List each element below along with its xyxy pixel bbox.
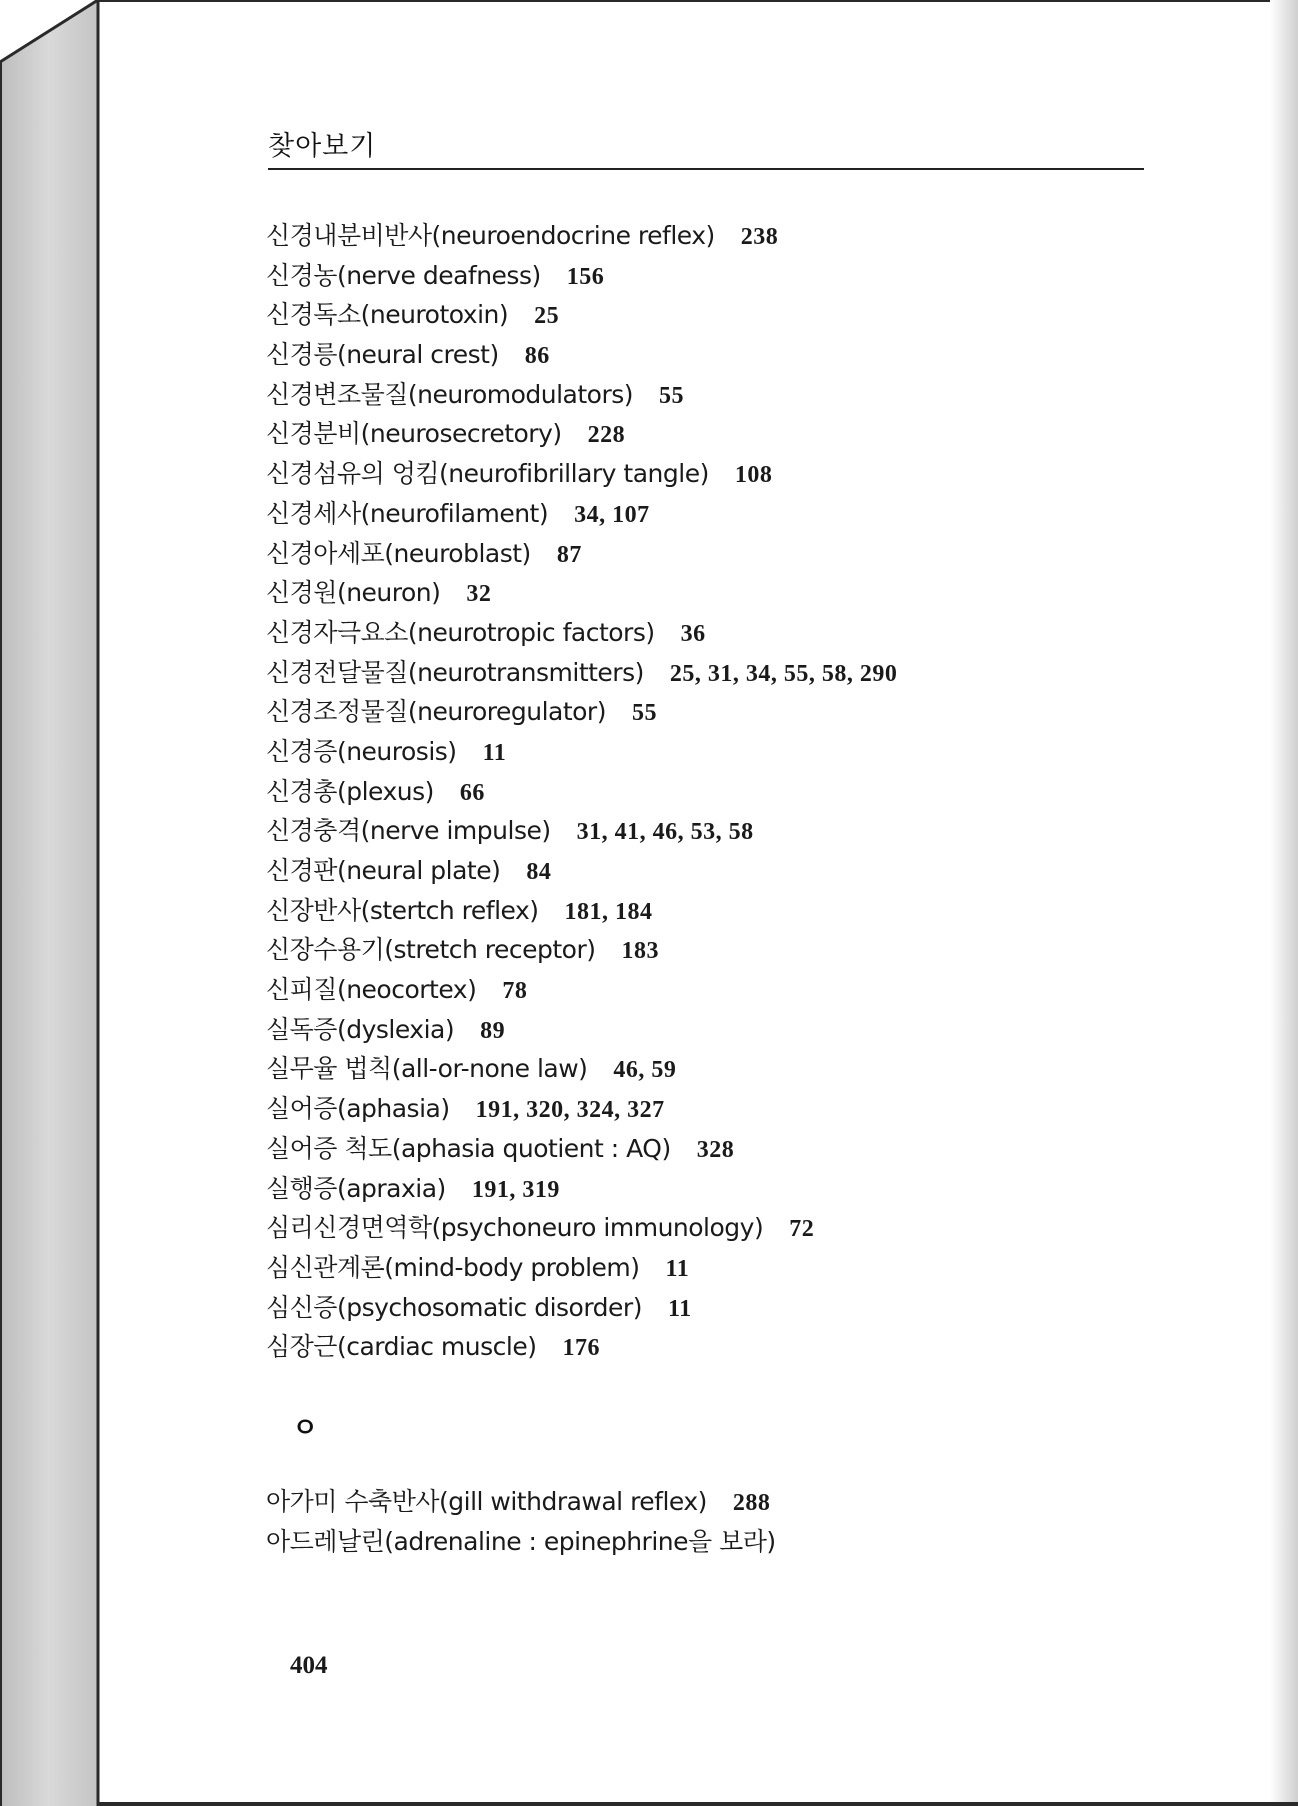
index-entry [266,295,897,335]
page-right-edge-shadow [1270,0,1298,1806]
index-page-refs: 228 [587,422,626,449]
index-page-refs: 176 [562,1335,600,1362]
index-entry [266,811,897,851]
index-entry [266,692,897,732]
index-term: 실행증(apraxia) [266,1173,446,1203]
index-entry [266,573,897,613]
index-entry [266,494,897,534]
index-term: 신장반사(stertch reflex) [266,895,539,925]
index-term: 신피질(neocortex) [266,975,477,1005]
page-number: 404 [290,1652,328,1679]
index-entry [266,732,897,772]
index-term: 신경자극요소(neurotropic factors) [266,617,655,647]
page-bottom-edge [98,1802,1298,1806]
index-entry [266,1049,897,1089]
index-term: 신경아세포(neuroblast) [266,538,531,568]
index-page-refs: 78 [502,978,528,1005]
index-page-refs: 86 [524,343,550,370]
index-term: 신경원(neuron) [266,578,441,608]
index-term: 실무율 법칙(all-or-none law) [266,1054,588,1084]
index-entry [266,1010,897,1050]
index-page-refs: 34, 107 [574,501,650,528]
index-entry [266,256,897,296]
index-page-refs: 11 [667,1295,692,1322]
index-page-refs: 156 [566,263,605,290]
index-entry [266,851,897,891]
index-page-refs: 11 [665,1255,690,1282]
index-term: 아가미 수축반사(gill withdrawal reflex) [266,1487,707,1516]
book-spine-graphic [0,0,100,1806]
index-term: 신경판(neural plate) [266,856,501,885]
index-entry [266,454,897,494]
index-term: 신경독소(neurotoxin) [266,300,509,330]
index-page-refs: 36 [680,620,706,647]
index-entry [266,1248,897,1288]
index-entry [266,1129,897,1169]
index-page-refs: 55 [659,382,685,409]
index-page-refs: 328 [696,1136,735,1163]
index-term: 신경증(neurosis) [266,736,457,766]
index-page-refs: 87 [556,541,582,568]
index-entry [266,772,897,812]
running-header-title: 찾아보기 [268,131,377,162]
index-entry [266,335,897,375]
index-entry [266,891,897,931]
index-term: 신경분비(neurosecretory) [266,419,562,449]
index-page-refs: 191, 320, 324, 327 [475,1097,665,1124]
index-entry [266,1288,897,1328]
index-entry-list [266,216,897,1367]
index-term: 아드레날린(adrenaline : epinephrine을 보라) [266,1526,776,1556]
index-page-refs: 32 [466,581,492,608]
index-page-refs: 84 [526,859,552,885]
index-page-refs: 46, 59 [613,1057,677,1084]
index-term: 심장근(cardiac muscle) [266,1332,537,1362]
index-term: 실어증 척도(aphasia quotient : AQ) [266,1133,671,1163]
index-term: 심신증(psychosomatic disorder) [266,1292,642,1322]
index-term: 신경충격(nerve impulse) [266,816,551,846]
index-term: 신경전달물질(neurotransmitters) [266,657,644,687]
index-entry [266,1522,802,1562]
index-term: 신경조정물질(neuroregulator) [266,697,606,727]
index-term: 신경총(plexus) [266,776,434,806]
index-entry [266,414,897,454]
index-entry [266,1327,897,1367]
index-term: 신경세사(neurofilament) [266,498,549,528]
index-term: 신경릉(neural crest) [266,340,499,370]
index-page-refs: 238 [740,224,779,250]
index-term: 심신관계론(mind-body problem) [266,1252,640,1282]
index-entry [266,653,897,693]
index-page-refs: 183 [621,938,660,965]
index-page-refs: 25 [534,303,560,330]
header-rule [268,168,1144,170]
index-page-refs: 288 [732,1490,771,1516]
index-page-refs: 89 [480,1017,506,1044]
index-term: 신경변조물질(neuromodulators) [266,379,634,409]
index-entry [266,970,897,1010]
index-entry [266,216,897,256]
book-spine [0,0,100,1806]
index-entry [266,930,897,970]
index-page-refs: 55 [631,700,657,727]
index-entry-list-2 [266,1482,802,1561]
index-page-refs: 181, 184 [564,898,653,925]
index-term: 신경섬유의 엉킴(neurofibrillary tangle) [266,459,709,489]
index-term: 신경내분비반사(neuroendocrine reflex) [266,221,715,250]
index-page-refs: 31, 41, 46, 53, 58 [576,819,754,846]
index-term: 신장수용기(stretch receptor) [266,935,596,965]
index-entry [266,1482,802,1522]
index-entry [266,1208,897,1248]
index-entry [266,375,897,415]
index-page-refs: 66 [459,779,485,806]
index-page-refs: 72 [789,1216,815,1243]
index-term: 심리신경면역학(psychoneuro immunology) [266,1213,764,1243]
index-page-refs: 11 [482,739,507,766]
index-term: 신경농(nerve deafness) [266,260,541,290]
page-top-edge [98,0,1298,2]
index-page-refs: 25, 31, 34, 55, 58, 290 [669,660,898,687]
index-page-refs: 191, 319 [471,1176,560,1203]
index-entry [266,534,897,574]
index-term: 실독증(dyslexia) [266,1014,455,1044]
index-term: 실어증(aphasia) [266,1094,450,1124]
index-entry [266,1169,897,1209]
index-entry [266,613,897,653]
section-letter-heading: ㅇ [292,1413,319,1444]
index-page-refs: 108 [734,462,773,489]
index-entry [266,1089,897,1129]
